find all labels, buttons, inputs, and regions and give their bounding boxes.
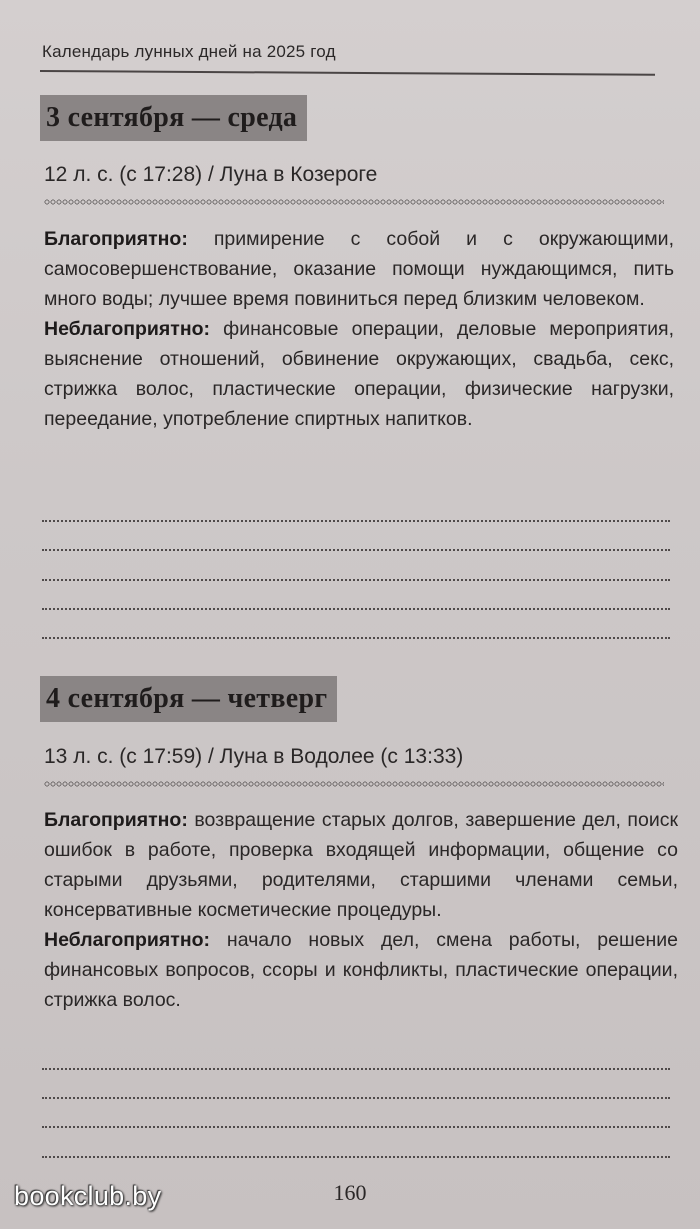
entry-body-sep-4 [44,805,678,1015]
unfavorable-label: Неблагоприятно: [44,318,211,340]
unfavorable-text: финансовые операции, деловые мероприятия, выяснение отношений, обвинение окружающих, свадьба, секс, стрижка волос, пластические операции, физические нагрузки, переедание, употребление спиртных напитков. [44,318,674,430]
unfavorable-text: начало новых дел, смена работы, решение финансовых вопросов, ссоры и конфликты, пластические операции, стрижка волос. [44,929,678,1011]
favorable-paragraph [44,224,674,314]
favorable-paragraph [44,805,678,925]
wavy-divider [44,781,664,787]
entry-body-sep-3 [44,224,674,434]
wavy-divider [44,199,664,205]
notes-line [42,1126,670,1128]
notes-line [42,1156,670,1158]
notes-line [42,608,670,610]
watermark-logo: bookclub.by [14,1181,162,1211]
notes-line [42,637,670,639]
unfavorable-label: Неблагоприятно: [44,929,211,951]
favorable-text: примирение с собой и с окружающими, самосовершенствование, оказание помощи нуждающимся, пить много воды; лучшее время повиниться перед близким человеком. [44,228,674,310]
favorable-text: возвращение старых долгов, завершение дел, поиск ошибок в работе, проверка входящей информации, общение со старыми друзьями, родителями, старшими членами семьи, консервативные косметические процедуры. [44,809,679,921]
running-header: Календарь лунных дней на 2025 год [42,42,336,61]
page-number: 160 [333,1180,367,1205]
notes-line [42,579,670,581]
notes-line [42,1068,670,1070]
moon-info-sep-4: 13 л. с. (с 17:59) / Луна в Водолее (с 13:33) [44,745,464,768]
favorable-label: Благоприятно: [44,228,188,250]
date-banner-sep-4: 4 сентября — четверг [40,676,337,722]
notes-line [42,1097,670,1099]
notes-line [42,520,670,522]
unfavorable-paragraph [44,314,674,434]
notes-line [42,549,670,551]
header-rule [40,70,655,76]
unfavorable-paragraph [44,925,678,1015]
moon-info-sep-3: 12 л. с. (с 17:28) / Луна в Козероге [44,163,378,186]
date-banner-sep-3: 3 сентября — среда [40,95,307,141]
favorable-label: Благоприятно: [44,809,188,831]
